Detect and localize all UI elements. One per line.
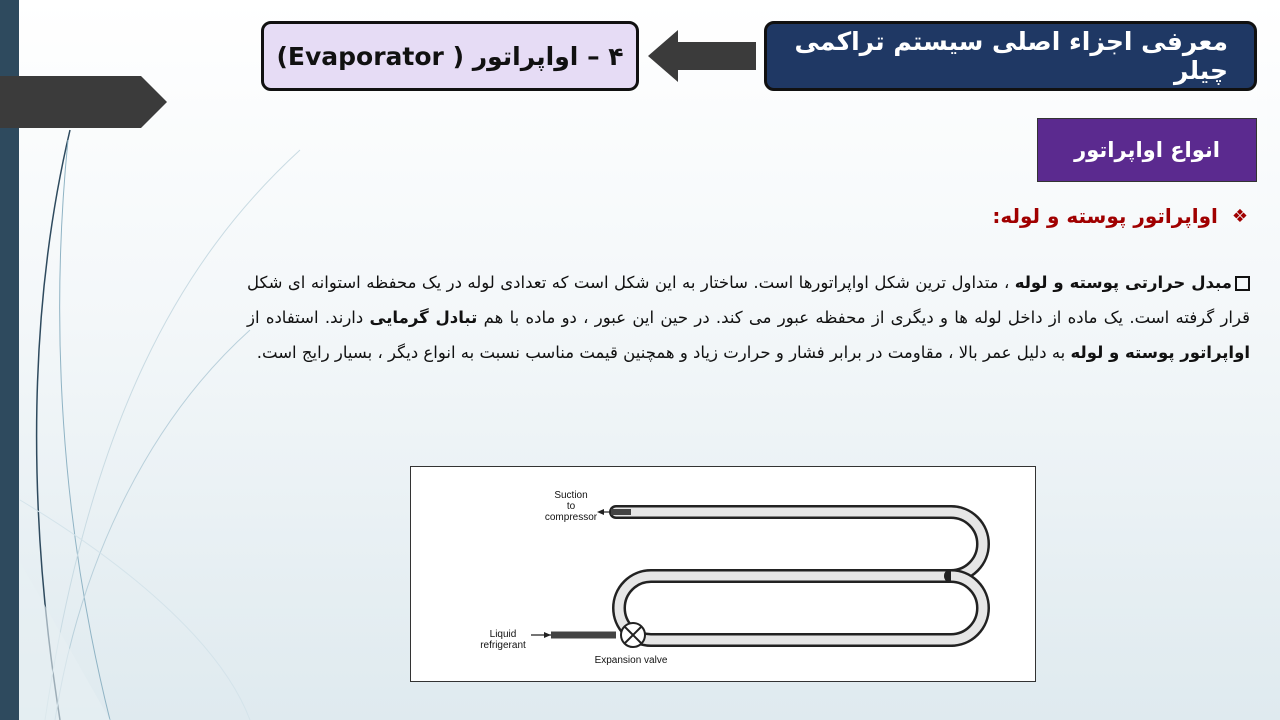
liquid-label-line2: refrigerant xyxy=(480,640,526,651)
bold-term-3: اواپراتور پوسته و لوله xyxy=(1070,343,1250,362)
paragraph-text-1: ، متداول ترین شکل اواپراتورها است. ساختار به این شکل است که تعدادی لوله در یک محفظه استوانه ای شکل قرار گرفته است. یک ماده از داخل لوله ها و دیگری از محفظه عبور می کند. در حین این عبور ، دو ماده با هم xyxy=(247,273,1250,327)
evaporator-diagram xyxy=(410,466,1036,682)
arrow-left-icon xyxy=(648,30,756,82)
paragraph-text-2: دارند. استفاده از xyxy=(247,308,370,327)
liquid-refrigerant-label xyxy=(473,629,533,651)
section-heading-text: اواپراتور پوسته و لوله: xyxy=(992,204,1218,228)
paragraph-text-3: به دلیل عمر بالا ، مقاومت در برابر فشار و حرارت زیاد و همچنین قیمت مناسب نسبت به انواع دیگر ، بسیار رایج است. xyxy=(256,343,1071,362)
expansion-valve-text: Expansion valve xyxy=(594,655,668,666)
section-tag-text: انواع اواپراتور xyxy=(1074,138,1220,162)
diamond-bullet-icon: ❖ xyxy=(1231,205,1248,227)
section-heading xyxy=(992,204,1248,228)
slide-tab-arrow xyxy=(0,76,167,128)
slide-subtitle-text: ۴ – اواپراتور ( Evaporator) xyxy=(276,41,624,71)
slide-subtitle xyxy=(261,21,639,91)
suction-label-line3: compressor xyxy=(544,512,598,523)
suction-label xyxy=(531,490,611,523)
liquid-label-line1: Liquid xyxy=(489,629,517,640)
body-paragraph xyxy=(247,265,1250,370)
slide-title xyxy=(764,21,1257,91)
suction-label-line2: to xyxy=(566,501,576,512)
bold-term-2: تبادل گرمایی xyxy=(369,308,478,327)
bold-term-1: مبدل حرارتی پوسته و لوله xyxy=(1014,273,1233,292)
section-tag xyxy=(1037,118,1257,182)
checkbox-bullet-icon xyxy=(1235,276,1250,291)
expansion-valve-label xyxy=(576,655,686,666)
slide-title-text: معرفی اجزاء اصلی سیستم تراکمی چیلر xyxy=(794,27,1228,85)
suction-label-line1: Suction xyxy=(554,490,588,501)
